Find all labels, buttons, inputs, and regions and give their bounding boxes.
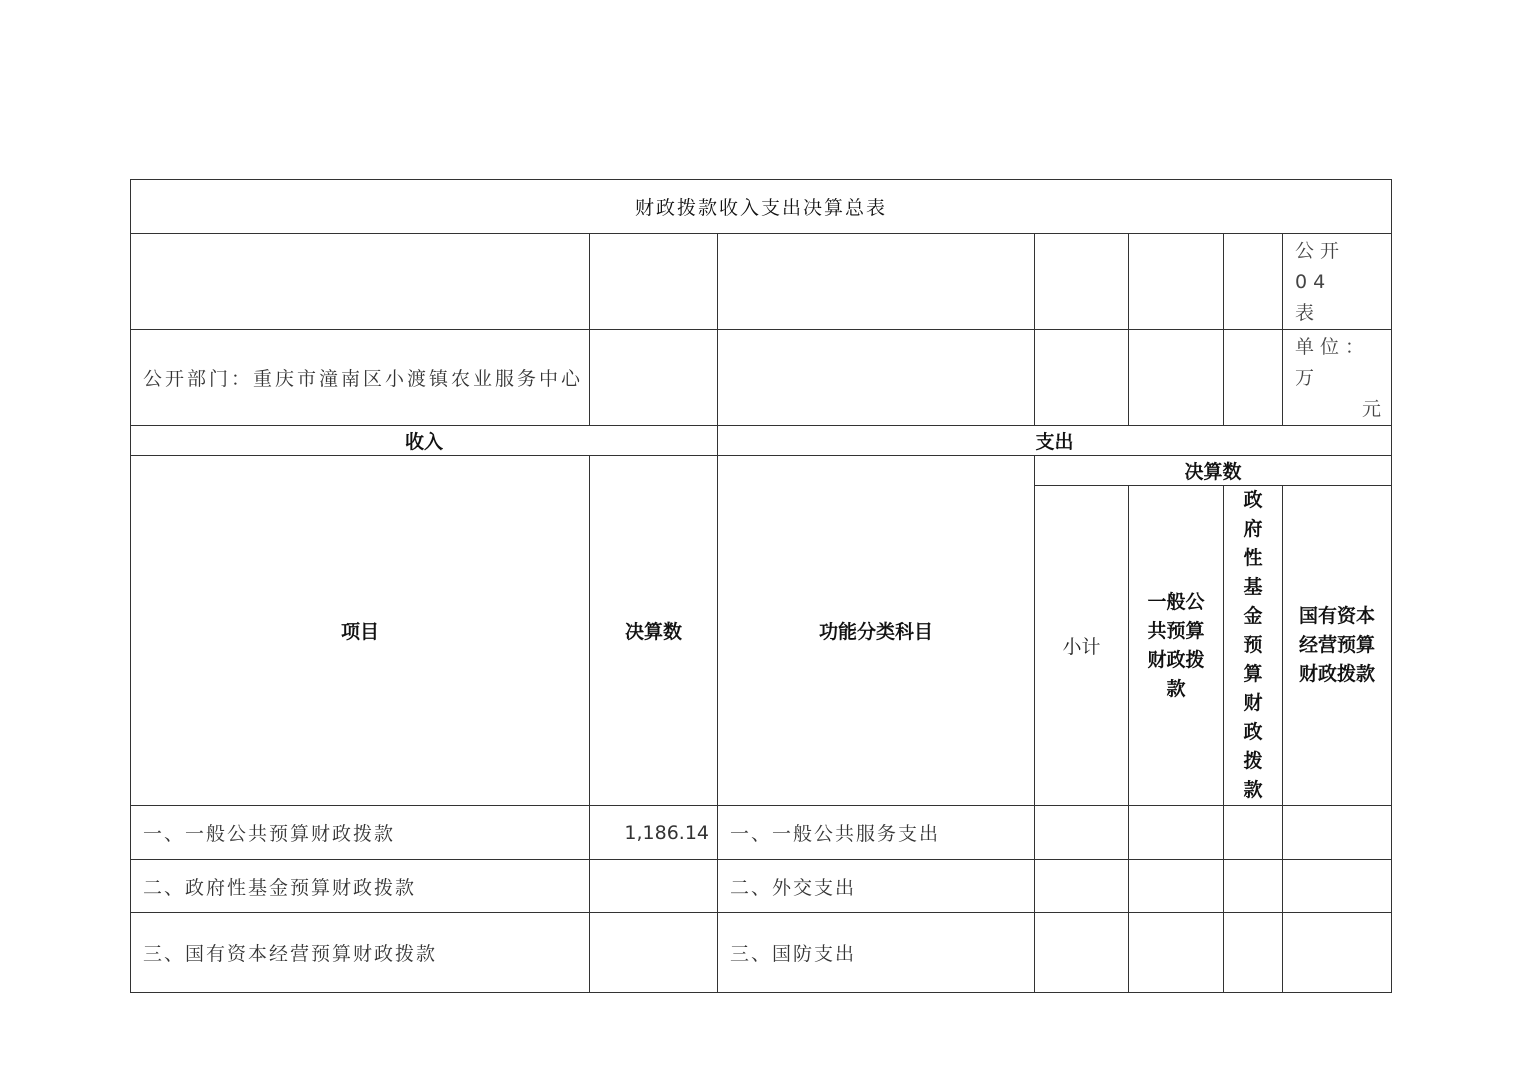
form-code-line1: 公开 04 xyxy=(1295,240,1346,293)
blank-cell xyxy=(1035,913,1129,993)
blank-cell xyxy=(1283,913,1392,993)
function-category-header: 功能分类科目 xyxy=(718,456,1035,806)
blank-cell xyxy=(1129,860,1224,913)
blank-cell xyxy=(718,234,1035,330)
blank-cell xyxy=(590,234,718,330)
income-amount-3 xyxy=(590,913,718,993)
government-fund-budget-text: 政府性基金预算财政拨款 xyxy=(1243,489,1263,801)
income-item-3: 三、国有资本经营预算财政拨款 xyxy=(131,913,590,993)
blank-cell xyxy=(1283,806,1392,860)
blank-cell xyxy=(1283,860,1392,913)
expense-item-2: 二、外交支出 xyxy=(718,860,1035,913)
income-amount-2 xyxy=(590,860,718,913)
unit-line2: 元 xyxy=(1362,398,1382,420)
amount-header: 决算数 xyxy=(590,456,718,806)
blank-cell xyxy=(1224,913,1283,993)
income-item-2: 二、政府性基金预算财政拨款 xyxy=(131,860,590,913)
form-code xyxy=(1283,234,1392,330)
blank-cell xyxy=(718,330,1035,426)
blank-cell xyxy=(1224,860,1283,913)
blank-cell xyxy=(1224,806,1283,860)
state-capital-budget-header: 国有资本经营预算财政拨款 xyxy=(1283,486,1392,806)
expense-item-3: 三、国防支出 xyxy=(718,913,1035,993)
budget-table xyxy=(130,179,1392,993)
department-label: 公开部门：重庆市潼南区小渡镇农业服务中心 xyxy=(131,330,590,426)
blank-cell xyxy=(1035,860,1129,913)
income-item-1: 一、一般公共预算财政拨款 xyxy=(131,806,590,860)
general-public-budget-header: 一般公共预算财政拨款 xyxy=(1129,486,1224,806)
unit-line1: 单位：万 xyxy=(1295,336,1371,389)
blank-cell xyxy=(1129,330,1224,426)
blank-cell xyxy=(131,234,590,330)
blank-cell xyxy=(1129,913,1224,993)
blank-cell xyxy=(1129,806,1224,860)
blank-cell xyxy=(1224,234,1283,330)
table-title: 财政拨款收入支出决算总表 xyxy=(131,180,1392,234)
government-fund-budget-header xyxy=(1224,486,1283,806)
final-amount-header: 决算数 xyxy=(1035,456,1392,486)
income-header: 收入 xyxy=(131,426,718,456)
blank-cell xyxy=(1035,330,1129,426)
unit-label xyxy=(1283,330,1392,426)
blank-cell xyxy=(1224,330,1283,426)
blank-cell xyxy=(1035,806,1129,860)
blank-cell xyxy=(1129,234,1224,330)
blank-cell xyxy=(590,330,718,426)
expense-header: 支出 xyxy=(718,426,1392,456)
subtotal-header: 小计 xyxy=(1035,486,1129,806)
expense-item-1: 一、一般公共服务支出 xyxy=(718,806,1035,860)
income-amount-1: 1,186.14 xyxy=(590,806,718,860)
blank-cell xyxy=(1035,234,1129,330)
form-code-line2: 表 xyxy=(1295,302,1321,324)
item-header: 项目 xyxy=(131,456,590,806)
